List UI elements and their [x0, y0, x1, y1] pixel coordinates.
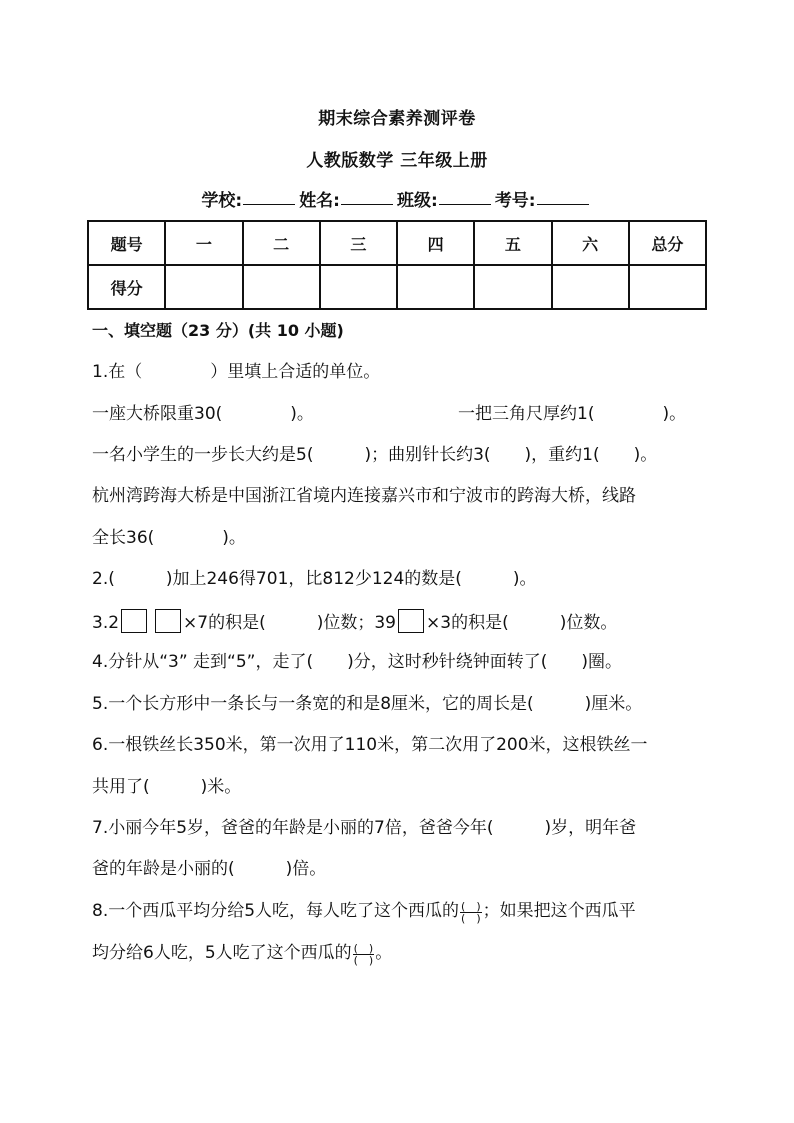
score-row-label: 得分 [88, 265, 165, 309]
score-header-cell: 二 [243, 221, 320, 265]
question-1-e: 全长36( )。 [92, 528, 246, 548]
score-table-score-row [88, 265, 706, 309]
question-1-d: 杭州湾跨海大桥是中国浙江省境内连接嘉兴市和宁波市的跨海大桥，线路 [92, 486, 636, 506]
score-cell[interactable] [243, 265, 320, 309]
score-header-cell: 总分 [629, 221, 706, 265]
score-cell[interactable] [320, 265, 397, 309]
question-1-b: 一把三角尺厚约1( )。 [458, 404, 687, 424]
digit-box[interactable] [398, 609, 424, 633]
question-3-part2: ×7的积是( )位数；39 [183, 613, 397, 633]
score-table [87, 220, 707, 310]
question-6-a: 6.一根铁丝长350米，第一次用了110米，第二次用了200米，这根铁丝一 [92, 735, 648, 755]
score-header-cell: 一 [165, 221, 242, 265]
question-3-part1: 3.2 [92, 613, 120, 633]
name-blank[interactable] [341, 203, 393, 205]
question-1-c: 一名小学生的一步长大约是5( )；曲别针长约3( )，重约1( )。 [92, 445, 658, 465]
page-title: 期末综合素养测评卷 [318, 109, 476, 129]
score-cell[interactable] [474, 265, 551, 309]
question-5: 5.一个长方形中一条长与一条宽的和是8厘米，它的周长是( )厘米。 [92, 694, 643, 714]
score-header-cell: 四 [397, 221, 474, 265]
score-cell[interactable] [629, 265, 706, 309]
fraction-numerator: ( ) [353, 941, 374, 955]
question-8-a-text-end: ；如果把这个西瓜平 [482, 901, 636, 921]
school-label: 学校: [201, 191, 243, 211]
question-8-a-text: 8.一个西瓜平均分给5人吃，每人吃了这个西瓜的 [92, 901, 460, 921]
question-1-a: 一座大桥限重30( )。 [92, 404, 314, 424]
score-table-header-row [88, 221, 706, 265]
fraction-blank[interactable] [460, 901, 482, 924]
fraction-numerator: ( ) [461, 899, 481, 913]
fraction-blank[interactable] [353, 943, 375, 966]
class-blank[interactable] [439, 203, 491, 205]
score-header-cell: 六 [552, 221, 629, 265]
section-heading: 一、填空题（23 分）(共 10 小题) [92, 321, 344, 340]
name-label: 姓名: [299, 191, 340, 211]
question-3-part3: ×3的积是( )位数。 [426, 613, 618, 633]
question-3 [92, 609, 617, 635]
score-cell[interactable] [165, 265, 242, 309]
exam-no-label: 考号: [494, 191, 536, 211]
question-1-intro: 1.在（ ）里填上合适的单位。 [92, 362, 381, 382]
question-8-b [92, 941, 392, 965]
question-8-b-text: 均分给6人吃，5人吃了这个西瓜的 [92, 943, 352, 963]
question-7-b: 爸的年龄是小丽的( )倍。 [92, 859, 327, 879]
school-blank[interactable] [243, 203, 295, 205]
fraction-denominator: ( ) [353, 953, 374, 967]
score-cell[interactable] [397, 265, 474, 309]
question-2: 2.( )加上246得701，比812少124的数是( )。 [92, 569, 537, 589]
question-7-a: 7.小丽今年5岁，爸爸的年龄是小丽的7倍，爸爸今年( )岁，明年爸 [92, 818, 637, 838]
class-label: 班级: [397, 191, 438, 211]
digit-box[interactable] [121, 609, 147, 633]
page-subtitle: 人教版数学 三年级上册 [306, 151, 488, 171]
exam-no-blank[interactable] [537, 203, 589, 205]
score-header-cell: 三 [320, 221, 397, 265]
question-4: 4.分针从“3” 走到“5”，走了( )分，这时秒针绕钟面转了( )圈。 [92, 652, 623, 672]
question-6-b: 共用了( )米。 [92, 777, 242, 797]
score-cell[interactable] [552, 265, 629, 309]
question-8-b-text-end: 。 [375, 943, 393, 963]
digit-box[interactable] [155, 609, 181, 633]
score-header-cell: 五 [474, 221, 551, 265]
question-8-a [92, 899, 636, 923]
fraction-denominator: ( ) [461, 911, 481, 925]
student-info-line [0, 186, 794, 211]
score-header-cell: 题号 [88, 221, 165, 265]
